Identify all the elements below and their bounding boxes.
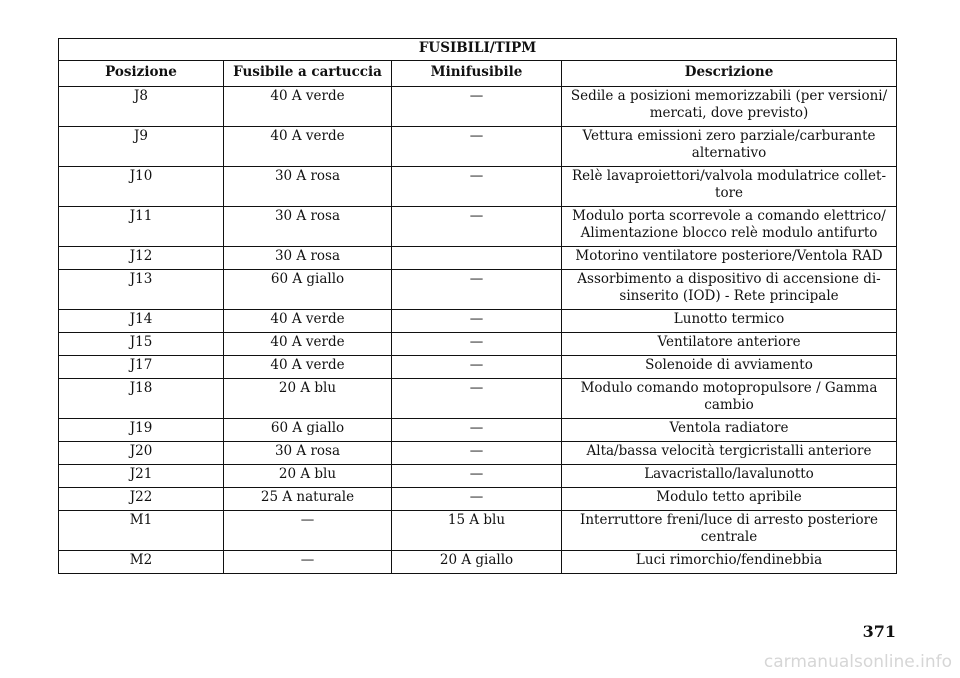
- descrizione-cell: Solenoide di avviamento: [562, 356, 897, 379]
- header-posizione: Posizione: [59, 61, 224, 87]
- fusibile-cartuccia-cell: 30 A rosa: [224, 247, 392, 270]
- header-descrizione: Descrizione: [562, 61, 897, 87]
- fusibile-cartuccia-cell: 40 A verde: [224, 310, 392, 333]
- fuse-table: [58, 38, 897, 574]
- fusibile-cartuccia-cell: 40 A verde: [224, 356, 392, 379]
- descrizione-cell: Ventola radiatore: [562, 419, 897, 442]
- table-row: [59, 419, 897, 442]
- table-row: [59, 511, 897, 551]
- table-row: [59, 333, 897, 356]
- descrizione-cell: Lavacristallo/lavalunotto: [562, 465, 897, 488]
- minifusibile-cell: —: [392, 87, 562, 127]
- minifusibile-cell: —: [392, 310, 562, 333]
- table-header-row: [59, 61, 897, 87]
- minifusibile-cell: [392, 247, 562, 270]
- table-row: [59, 207, 897, 247]
- posizione-cell: J12: [59, 247, 224, 270]
- table-row: [59, 465, 897, 488]
- descrizione-cell: Modulo porta scorrevole a comando elettrico/ Alimentazione blocco relè modulo antifurto: [562, 207, 897, 247]
- minifusibile-cell: —: [392, 356, 562, 379]
- page-number: 371: [862, 622, 896, 641]
- descrizione-cell: Interruttore freni/luce di arresto posteriore centrale: [562, 511, 897, 551]
- minifusibile-cell: —: [392, 488, 562, 511]
- table-row: [59, 127, 897, 167]
- minifusibile-cell: 15 A blu: [392, 511, 562, 551]
- minifusibile-cell: —: [392, 207, 562, 247]
- header-minifusibile: Minifusibile: [392, 61, 562, 87]
- posizione-cell: J10: [59, 167, 224, 207]
- table-row: [59, 167, 897, 207]
- descrizione-cell: Ventilatore anteriore: [562, 333, 897, 356]
- fusibile-cartuccia-cell: 40 A verde: [224, 333, 392, 356]
- posizione-cell: J11: [59, 207, 224, 247]
- posizione-cell: J13: [59, 270, 224, 310]
- minifusibile-cell: 20 A giallo: [392, 551, 562, 574]
- descrizione-cell: Modulo tetto apribile: [562, 488, 897, 511]
- minifusibile-cell: —: [392, 442, 562, 465]
- posizione-cell: M1: [59, 511, 224, 551]
- fusibile-cartuccia-cell: 30 A rosa: [224, 167, 392, 207]
- descrizione-cell: Modulo comando motopropulsore / Gamma cambio: [562, 379, 897, 419]
- fusibile-cartuccia-cell: 25 A naturale: [224, 488, 392, 511]
- posizione-cell: J21: [59, 465, 224, 488]
- table-row: [59, 270, 897, 310]
- table-title-row: [59, 39, 897, 61]
- minifusibile-cell: —: [392, 379, 562, 419]
- posizione-cell: J14: [59, 310, 224, 333]
- posizione-cell: J18: [59, 379, 224, 419]
- table-row: [59, 247, 897, 270]
- fusibile-cartuccia-cell: 40 A verde: [224, 127, 392, 167]
- table-row: [59, 551, 897, 574]
- table-row: [59, 488, 897, 511]
- minifusibile-cell: —: [392, 167, 562, 207]
- posizione-cell: J20: [59, 442, 224, 465]
- fusibile-cartuccia-cell: 20 A blu: [224, 465, 392, 488]
- table-row: [59, 310, 897, 333]
- fusibile-cartuccia-cell: 30 A rosa: [224, 442, 392, 465]
- posizione-cell: J8: [59, 87, 224, 127]
- fusibile-cartuccia-cell: 20 A blu: [224, 379, 392, 419]
- table-row: [59, 379, 897, 419]
- watermark: carmanualsonline.info: [763, 652, 952, 672]
- fusibile-cartuccia-cell: —: [224, 551, 392, 574]
- table-row: [59, 442, 897, 465]
- descrizione-cell: Relè lavaproiettori/valvola modulatrice collet-tore: [562, 167, 897, 207]
- minifusibile-cell: —: [392, 333, 562, 356]
- fusibile-cartuccia-cell: —: [224, 511, 392, 551]
- table-body: [59, 87, 897, 574]
- fusibile-cartuccia-cell: 60 A giallo: [224, 419, 392, 442]
- descrizione-cell: Vettura emissioni zero parziale/carburante alternativo: [562, 127, 897, 167]
- descrizione-cell: Motorino ventilatore posteriore/Ventola RAD: [562, 247, 897, 270]
- posizione-cell: M2: [59, 551, 224, 574]
- posizione-cell: J15: [59, 333, 224, 356]
- fusibile-cartuccia-cell: 60 A giallo: [224, 270, 392, 310]
- descrizione-cell: Lunotto termico: [562, 310, 897, 333]
- posizione-cell: J22: [59, 488, 224, 511]
- table-row: [59, 87, 897, 127]
- minifusibile-cell: —: [392, 465, 562, 488]
- table-row: [59, 356, 897, 379]
- descrizione-cell: Sedile a posizioni memorizzabili (per versioni/ mercati, dove previsto): [562, 87, 897, 127]
- fusibile-cartuccia-cell: 40 A verde: [224, 87, 392, 127]
- minifusibile-cell: —: [392, 419, 562, 442]
- posizione-cell: J17: [59, 356, 224, 379]
- minifusibile-cell: —: [392, 127, 562, 167]
- minifusibile-cell: —: [392, 270, 562, 310]
- descrizione-cell: Luci rimorchio/fendinebbia: [562, 551, 897, 574]
- posizione-cell: J19: [59, 419, 224, 442]
- posizione-cell: J9: [59, 127, 224, 167]
- header-fusibile-cartuccia: Fusibile a cartuccia: [224, 61, 392, 87]
- table-title: FUSIBILI/TIPM: [59, 39, 897, 61]
- fusibile-cartuccia-cell: 30 A rosa: [224, 207, 392, 247]
- descrizione-cell: Assorbimento a dispositivo di accensione di-sinserito (IOD) - Rete principale: [562, 270, 897, 310]
- descrizione-cell: Alta/bassa velocità tergicristalli anteriore: [562, 442, 897, 465]
